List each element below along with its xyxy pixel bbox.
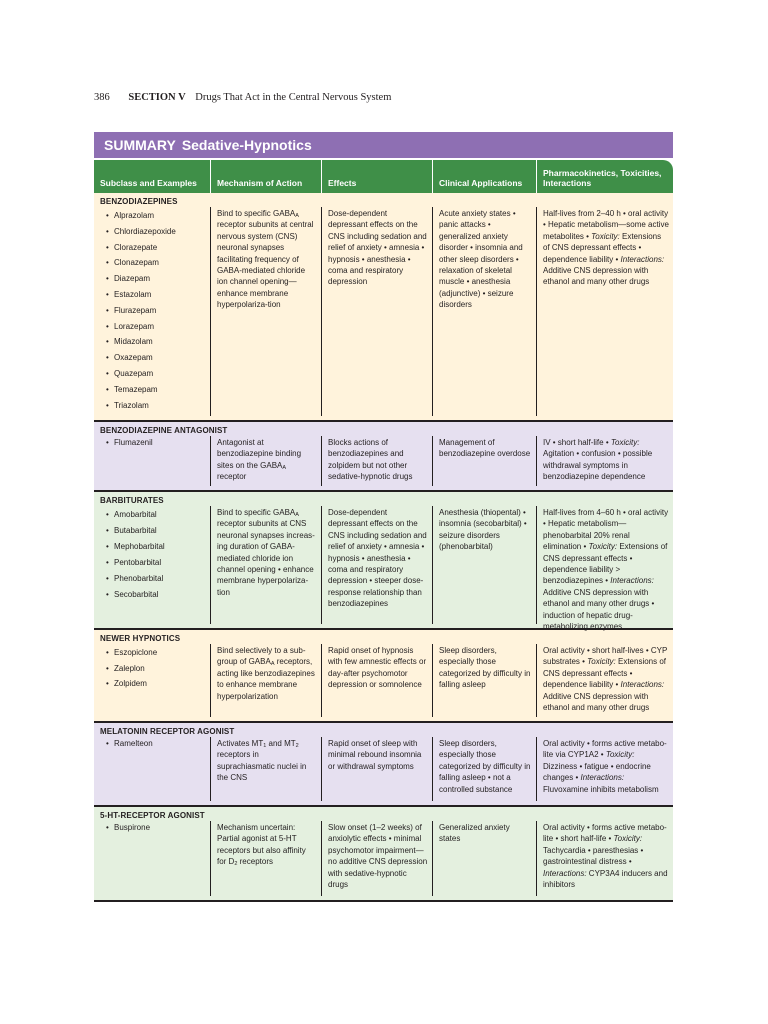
text-run: CYP3A4 inducers and inhibitors — [543, 868, 668, 890]
drug-item: • Butabarbital — [106, 523, 206, 539]
text-run: Tachycardia • paresthesias • gastrointestinal distress • — [543, 845, 644, 867]
subscript: A — [270, 661, 275, 668]
class-heading: BARBITURATES — [100, 496, 164, 505]
text-run: Additive CNS depression with ethanol and many other drugs — [543, 266, 650, 287]
pk-cell — [536, 436, 673, 486]
drug-item: • Diazepam — [106, 271, 206, 287]
class-heading: MELATONIN RECEPTOR AGONIST — [100, 727, 235, 736]
drug-item: • Lorazepam — [106, 319, 206, 335]
summary-table — [94, 132, 673, 902]
drug-list — [100, 208, 206, 413]
text-run: Extensions of CNS depressant effects • dependence liability • — [543, 231, 662, 264]
subscript: 2 — [234, 861, 238, 868]
page-number: 386 — [94, 92, 110, 103]
subscript: A — [282, 464, 287, 471]
drug-item: • Buspirone — [106, 822, 206, 833]
drug-list-cell — [94, 737, 210, 801]
drug-item: • Phenobarbital — [106, 571, 206, 587]
text-run: receptor subunits at CNS neuronal synapses increas-ing duration of GABA-mediated chloride ion channel opening • enhance membrane hyperpolariza-tion — [217, 519, 315, 597]
clinical-cell: Sleep disorders, especially those categorized by difficulty in falling asleep — [432, 644, 536, 717]
effects-cell: Dose-dependent depressant effects on the CNS including sedation and relief of anxiety • amnesia • hypnosis • anesthesia • coma and respiratory depression • steeper dose-response relationship than benzodiazepines — [321, 506, 432, 624]
text-run: receptors — [237, 857, 273, 867]
clinical-cell: Anesthesia (thiopental) • insomnia (secobarbital) • seizure disorders (phenobarbital) — [432, 506, 536, 624]
text-run: Extensions of CNS depressant effects • dependence liability • — [543, 657, 667, 690]
text-run: and MT — [266, 739, 296, 748]
drug-item: • Zaleplon — [106, 661, 206, 677]
effects-cell: Dose-dependent depressant effects on the CNS including sedation and relief of anxiety • amnesia • hypnosis • anesthesia • coma and respiratory depression — [321, 207, 432, 416]
col-header-pk: Pharmacokinetics, Toxicities, Interactions — [536, 160, 673, 193]
drug-item: • Quazepam — [106, 366, 206, 382]
drug-item: • Eszopiclone — [106, 645, 206, 661]
clinical-cell: Generalized anxiety states — [432, 821, 536, 896]
text-run: Oral activity • forms active metabo-lite via CYP1A2 • — [543, 739, 667, 760]
effects-cell: Slow onset (1–2 weeks) of anxiolytic effects • minimal psychomotor impairment—no additive CNS depression with sedative-hypnotic drugs — [321, 821, 432, 896]
text-run: Agitation • confusion • possible withdrawal symptoms in benzodiazepine dependence — [543, 449, 653, 482]
col-header-subclass: Subclass and Examples — [100, 178, 197, 189]
text-run: Additive CNS depression with ethanol and many other drugs • induction of hepatic drug-metabolizing enzymes — [543, 587, 655, 632]
drug-item: • Secobarbital — [106, 587, 206, 603]
drug-item: • Ramelteon — [106, 738, 206, 749]
section-benzodiazepine-antagonist — [94, 422, 673, 492]
text-run: Additive CNS depression with ethanol and many other drugs — [543, 691, 650, 713]
pk-cell — [536, 506, 673, 632]
drug-item: • Mephobarbital — [106, 539, 206, 555]
text-run: Activates MT — [217, 739, 264, 748]
mechanism-cell — [210, 821, 321, 896]
running-head — [94, 92, 391, 103]
col-header-mechanism: Mechanism of Action — [210, 160, 321, 193]
drug-list — [100, 738, 206, 749]
italic-label: Interactions: — [580, 773, 625, 783]
text-run: Antagonist at benzodiazepine binding sites on the GABA — [217, 438, 302, 470]
drug-item: • Triazolam — [106, 398, 206, 414]
effects-cell: Blocks actions of benzodiazepines and zolpidem but not other sedative-hypnotic drugs — [321, 436, 432, 486]
italic-label: Interactions: — [610, 576, 654, 586]
pk-cell — [536, 821, 673, 896]
italic-label: Toxicity: — [587, 657, 616, 667]
text-run: receptor subunits at central nervous system (CNS) neuronal synapses facilitating frequency of GABA-mediated chloride ion channel opening—enhance membrane hyperpolariza-tion — [217, 220, 314, 310]
subscript: A — [295, 512, 299, 518]
drug-list-cell — [94, 436, 210, 486]
pk-cell — [536, 737, 673, 801]
text-run: Oral activity • forms active metabo-lite • short half-life • — [543, 823, 667, 844]
italic-label: Interactions: — [620, 254, 665, 264]
table-header — [94, 160, 673, 193]
mechanism-cell — [210, 737, 321, 801]
text-run: receptors in suprachiasmatic nuclei in the CNS — [217, 750, 307, 783]
text-run: receptor — [217, 472, 247, 482]
class-heading: NEWER HYPNOTICS — [100, 634, 181, 643]
text-run: IV • short half-life • — [543, 438, 611, 447]
text-run: receptors, acting like benzodiazepines to enhance membrane hyperpolarization — [217, 657, 315, 701]
clinical-cell: Sleep disorders, especially those categorized by difficulty in falling asleep • not a controlled substance — [432, 737, 536, 801]
italic-label: Toxicity: — [588, 542, 618, 552]
drug-item: • Zolpidem — [106, 676, 206, 692]
mechanism-cell — [210, 207, 321, 416]
section-newer-hypnotics — [94, 630, 673, 723]
italic-label: Toxicity: — [610, 438, 640, 447]
mechanism-cell — [210, 506, 321, 624]
text-run: Extensions of CNS depressant effects • dependence liability > benzodiazepines • — [543, 542, 668, 586]
drug-list — [100, 507, 206, 603]
drug-list — [100, 822, 206, 833]
text-run: Oral activity • short half-lives • CYP substrates • — [543, 646, 668, 667]
section-5ht-receptor-agonist — [94, 807, 673, 902]
class-heading: 5-HT-RECEPTOR AGONIST — [100, 811, 205, 820]
clinical-cell: Acute anxiety states • panic attacks • generalized anxiety disorder • insomnia and other sleep disorders • relaxation of skeletal muscle • anesthesia (adjunctive) • seizure disorders — [432, 207, 536, 416]
col-header-clinical: Clinical Applications — [432, 160, 536, 193]
class-heading: BENZODIAZEPINE ANTAGONIST — [100, 426, 228, 435]
clinical-cell: Management of benzodiazepine overdose — [432, 436, 536, 486]
italic-label: Toxicity: — [613, 834, 643, 844]
section-title: Drugs That Act in the Central Nervous System — [195, 92, 392, 103]
section-melatonin-receptor-agonist — [94, 723, 673, 807]
subscript: A — [295, 213, 299, 219]
drug-item: • Flurazepam — [106, 303, 206, 319]
drug-item: • Clorazepate — [106, 240, 206, 256]
summary-lead: SUMMARY — [104, 137, 176, 153]
text-run: Mechanism uncertain: Partial agonist at 5-HT receptors but also affinity for D — [217, 823, 306, 867]
effects-cell: Rapid onset of hypnosis with few amnestic effects or day-after psychomotor depression or somnolence — [321, 644, 432, 717]
drug-item: • Estazolam — [106, 287, 206, 303]
mechanism-cell — [210, 436, 321, 486]
drug-list-cell — [94, 821, 210, 896]
mechanism-cell — [210, 644, 321, 717]
drug-list — [100, 645, 206, 692]
drug-item: • Amobarbital — [106, 507, 206, 523]
italic-label: Interactions: — [543, 868, 587, 878]
drug-list-cell — [94, 644, 210, 717]
summary-title: Sedative-Hypnotics — [181, 137, 312, 153]
text-run: Half-lives from 2–40 h • oral activity • Hepatic metabolism—some active metabolites • — [543, 209, 669, 241]
text-run: Fluvoxamine inhibits metabolism — [543, 784, 659, 794]
effects-cell: Rapid onset of sleep with minimal rebound insomnia or withdrawal symptoms — [321, 737, 432, 801]
text-run: Bind selectively to a sub-group of GABA — [217, 646, 306, 667]
text-run: Half-lives from 4–60 h • oral activity • Hepatic metabolism—phenobarbital 20% renal elimination • — [543, 508, 669, 552]
col-header-effects: Effects — [321, 160, 432, 193]
subscript: 1 — [263, 743, 267, 749]
drug-item: • Chlordiazepoxide — [106, 224, 206, 240]
text-run: Dizziness • fatigue • endocrine changes • — [543, 761, 651, 783]
subscript: 2 — [295, 743, 299, 749]
section-benzodiazepines — [94, 193, 673, 422]
text-run: Bind to specific GABA — [217, 209, 296, 218]
drug-item: • Oxazepam — [106, 350, 206, 366]
drug-item: • Temazepam — [106, 382, 206, 398]
drug-item: • Flumazenil — [106, 437, 206, 448]
summary-title-bar — [94, 132, 673, 158]
drug-item: • Clonazepam — [106, 255, 206, 271]
drug-item: • Pentobarbital — [106, 555, 206, 571]
italic-label: Interactions: — [620, 680, 665, 690]
drug-item: • Midazolam — [106, 334, 206, 350]
section-label: SECTION V — [128, 92, 186, 103]
pk-cell — [536, 207, 673, 416]
class-heading: BENZODIAZEPINES — [100, 197, 178, 206]
drug-item: • Alprazolam — [106, 208, 206, 224]
italic-label: Toxicity: — [605, 750, 635, 760]
drug-list — [100, 437, 206, 448]
drug-list-cell — [94, 207, 210, 416]
section-barbiturates — [94, 492, 673, 630]
italic-label: Toxicity: — [591, 231, 620, 241]
pk-cell — [536, 644, 673, 717]
text-run: Bind to specific GABA — [217, 508, 296, 517]
drug-list-cell — [94, 506, 210, 624]
